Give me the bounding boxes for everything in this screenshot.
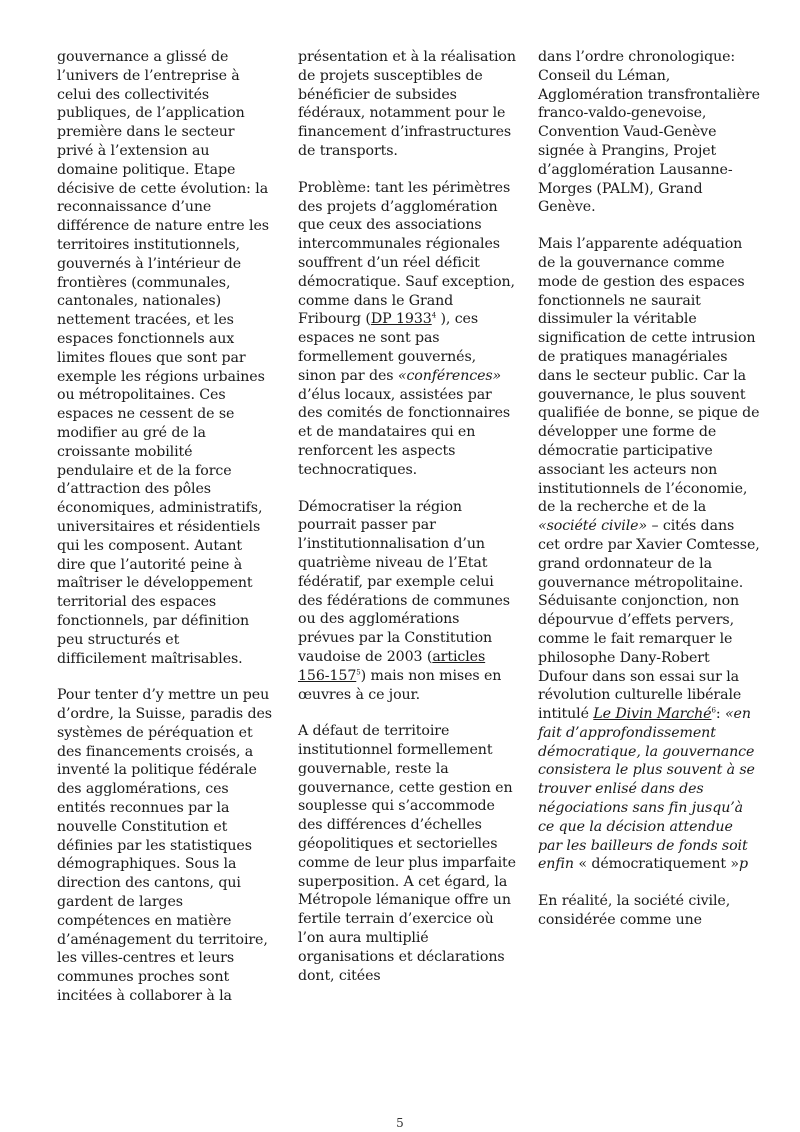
reference-link-divin-marche[interactable]: Le Divin Marché — [593, 706, 712, 723]
paragraph: dans l’ordre chronologique: Conseil du Léman, Agglomération transfrontalière franco-valdo-genevoise, Convention Vaud-Genève signée à Prangins, Projet d’agglomération Lausanne-Morges (PALM), Grand Genève. — [538, 49, 760, 216]
page-number: 5 — [396, 1116, 404, 1130]
reference-link-articles[interactable]: articles 156-157 — [298, 648, 486, 684]
paragraph: En réalité, la société civile, considérée comme une — [538, 893, 731, 929]
footnote-marker: 6 — [711, 706, 716, 715]
paragraph: Démocratiser la région pourrait passer par l’institutionnalisation d’un quatrième niveau de l’Etat fédératif, par exemple celui des fédérations de communes ou des agglomérations prévues par la Constitution vaudoise de 2003 (articles $156-157^5$) mais non mises en œuvres à ce jour. — [298, 498, 510, 703]
reference-link-dp1933[interactable]: DP 1933 — [370, 311, 432, 328]
text-column-3 — [538, 48, 760, 948]
footnote-marker: 5 — [356, 667, 361, 676]
text-column-2 — [298, 48, 516, 1003]
paragraph: présentation et à la réalisation de projets susceptibles de bénéficier de subsides fédéraux, notamment pour le financement d’infrastructures de transports. — [298, 49, 516, 159]
paragraph: A défaut de territoire institutionnel formellement gouvernable, reste la gouvernance, cette gestion en souplesse qui s’accommode des différences d’échelles géopolitiques et sectorielles comme de leur plus imparfaite superposition. A cet égard, la Métropole lémanique offre un fertile terrain d’exercice où l’on aura multiplié organisations et déclarations dont, citées — [298, 723, 516, 984]
footnote-marker: 4 — [431, 311, 437, 320]
text-column-1 — [57, 48, 273, 1024]
paragraph: Problème: tant les périmètres des projets d’agglomération que ceux des associations intercommunales régionales souffrent d’un réel déficit démocratique. Sauf exception, comme dans le Grand Fribourg (DP 1933$^4$ ), ces espaces ne sont pas formellement gouvernés, sinon par des «conférences» d’élus locaux, assistées par des comités de fonctionnaires et de mandataires qui en renforcent les aspects technocratiques. — [298, 179, 515, 478]
paragraph: Pour tenter d’y mettre un peu d’ordre, la Suisse, paradis des systèmes de péréquation et des financements croisés, a inventé la politique fédérale des agglomérations, ces entités reconnues par la nouvelle Constitution et définies par les statistiques démographiques. Sous la direction des cantons, qui gardent de larges compétences en matière d’aménagement du territoire, les villes-centres et leurs communes proches sont incitées à collaborer à la — [57, 687, 272, 1005]
paragraph: Mais l’apparente adéquation de la gouvernance comme mode de gestion des espaces fonctionnels ne saurait dissimuler la véritable signification de cette intrusion de pratiques managériales dans le secteur public. Car la gouvernance, le plus souvent qualifiée de bonne, se pique de développer une forme de démocratie participative associant les acteurs non institutionnels de l’économie, de la recherche et de la «société civile» – cités dans cet ordre par Xavier Comtesse, grand ordonnateur de la gouvernance métropolitaine. Séduisante conjonction, non dépourvue d’effets pervers, comme le fait remarquer le philosophe Dany-Robert Dufour dans son essai sur la révolution culturelle libérale intitulé Le Divin Marché$^6$: «en fait d’approfondissement démocratique, la gouvernance consistera le plus souvent à se trouver enlisé dans des négociations sans fin jusqu’à ce que la décision attendue par les bailleurs de fonds soit enfin « démocratiquement »p — [538, 236, 760, 873]
paragraph: gouvernance a glissé de l’univers de l’entreprise à celui des collectivités publiques, de l’application première dans le secteur privé à l’extension au domaine politique. Etape décisive de cette évolution: la reconnaissance d’une différence de nature entre les territoires institutionnels, gouvernés à l’intérieur de frontières (communales, cantonales, nationales) nettement tracées, et les espaces fonctionnels aux limites floues que sont par exemple les régions urbaines ou métropolitaines. Ces espaces ne cessent de se modifier au gré de la croissante mobilité pendulaire et de la force d’attraction des pôles économiques, administratifs, universitaires et résidentiels qui les composent. Autant dire que l’autorité peine à maîtriser le développement territorial des espaces fonctionnels, par définition peu structurés et difficilement maîtrisables. — [57, 49, 269, 667]
